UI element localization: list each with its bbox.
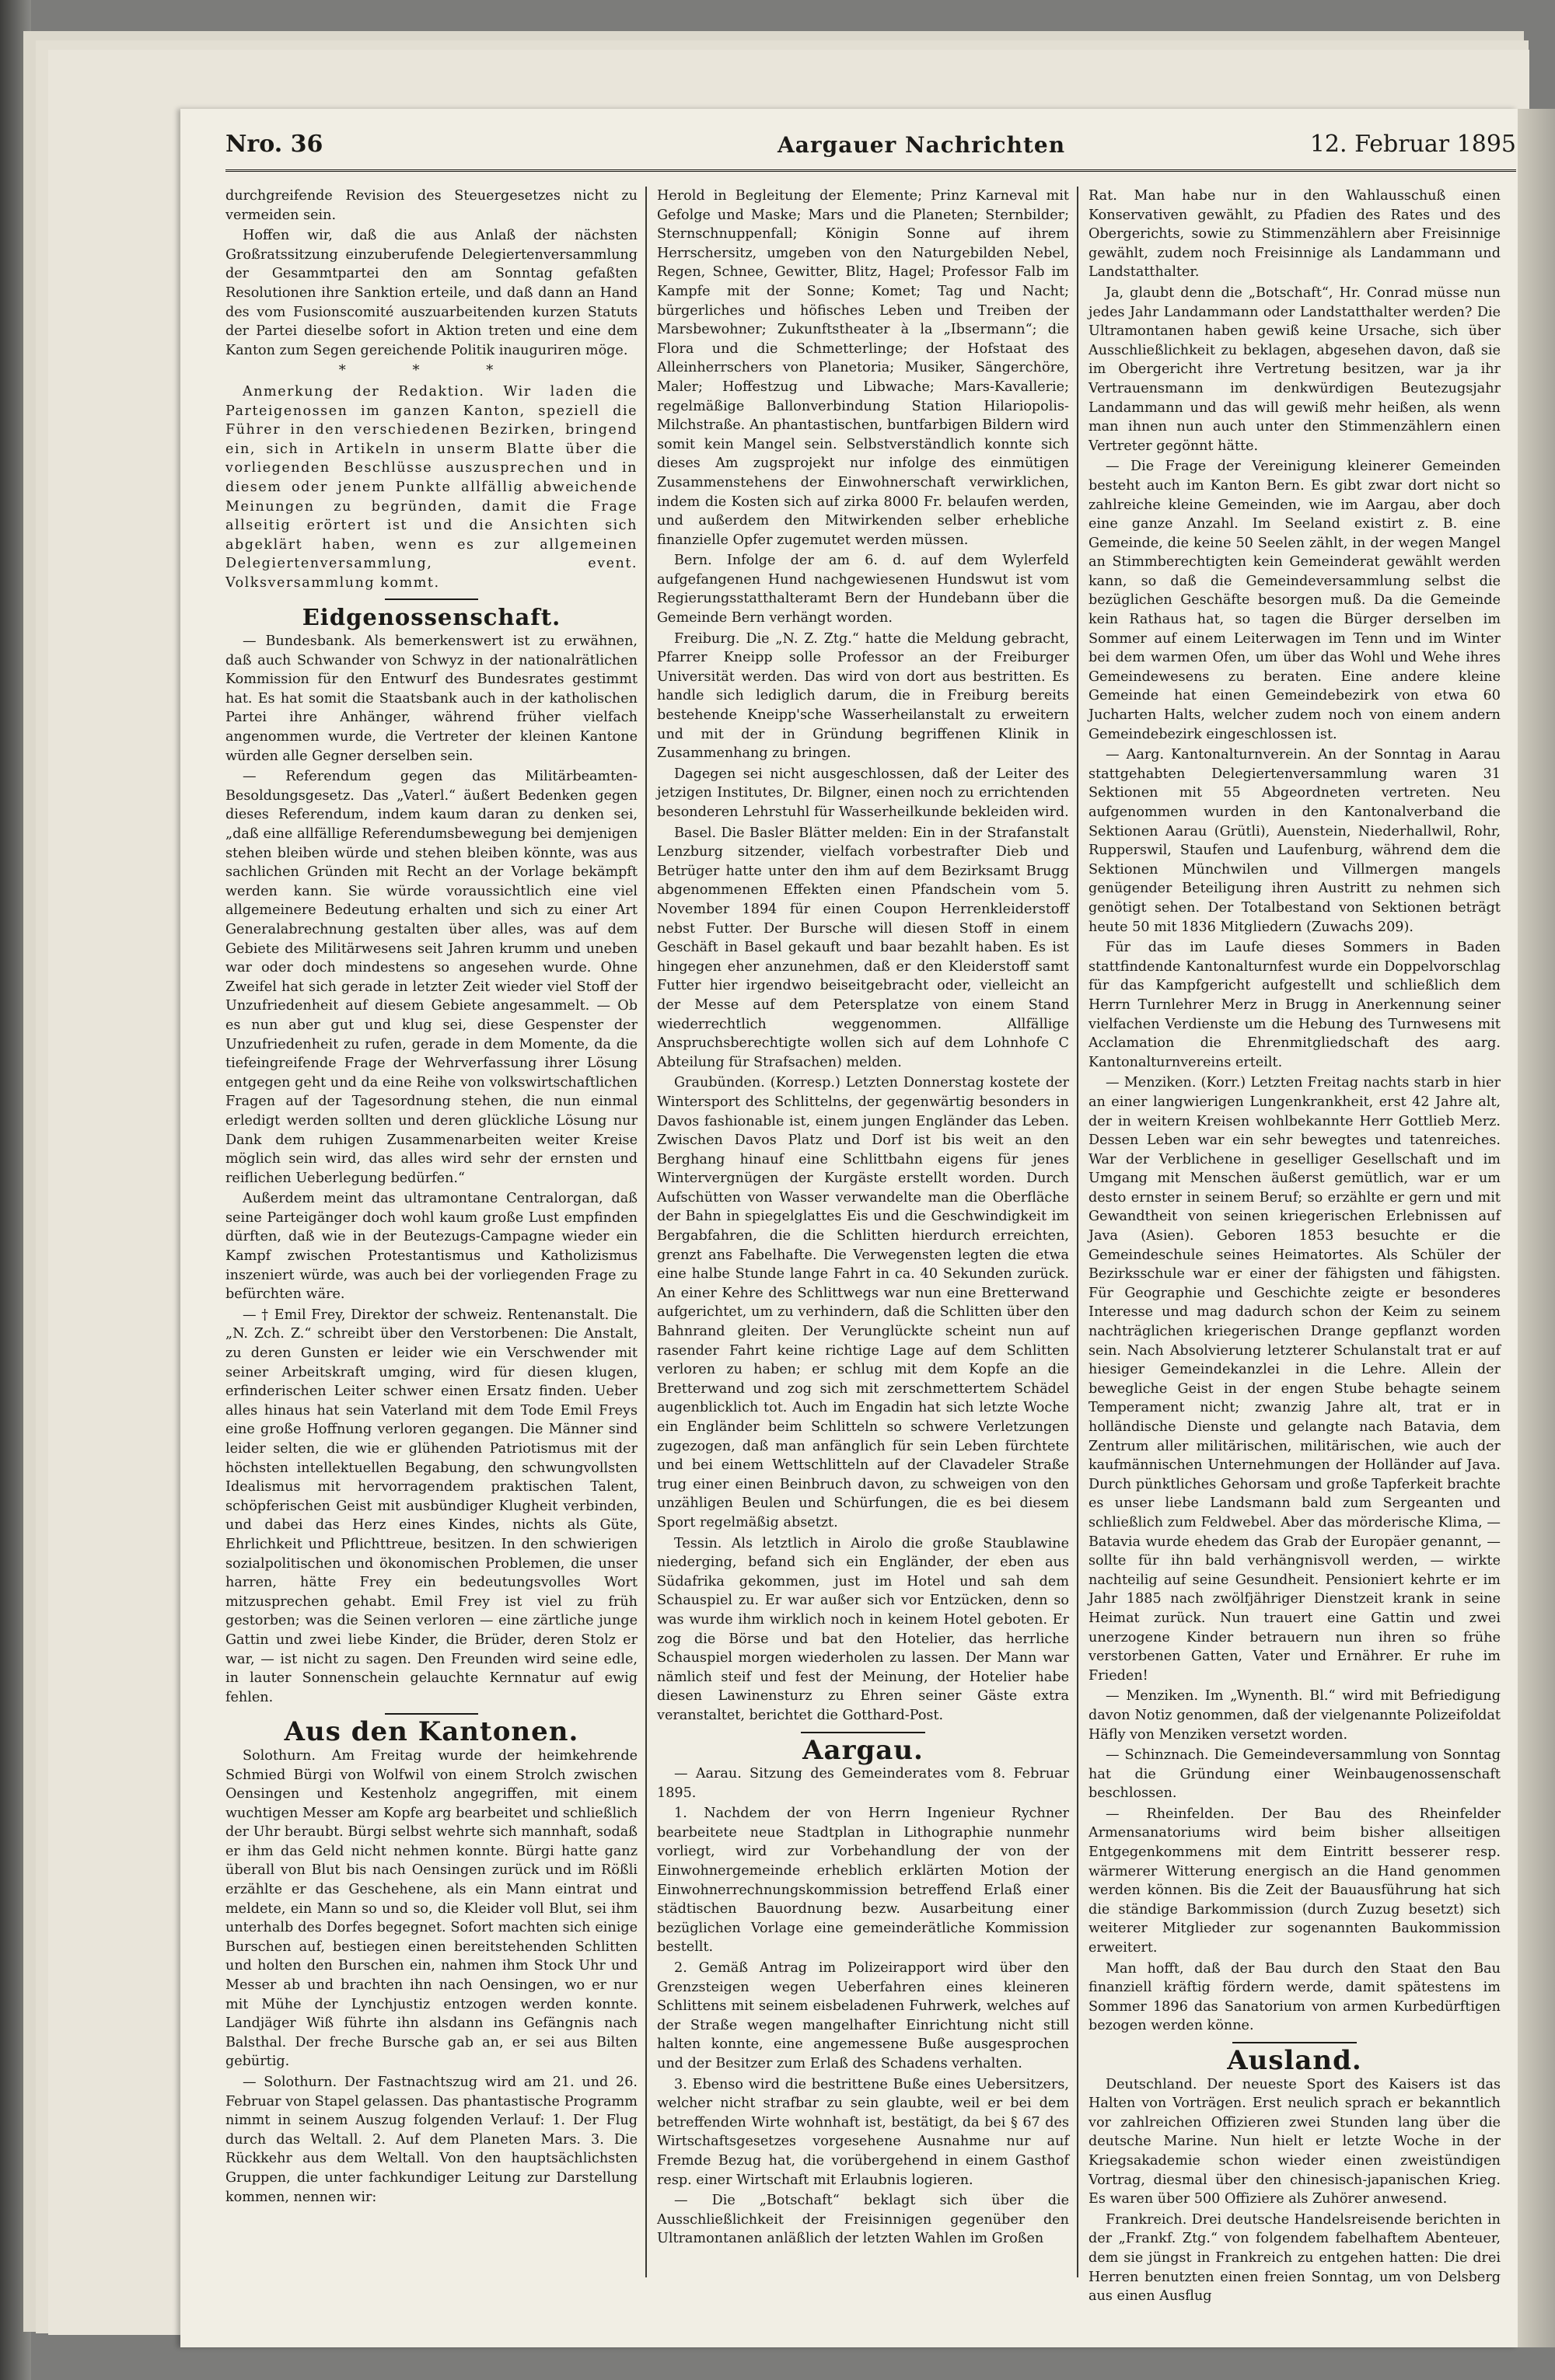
article-paragraph: Dagegen sei nicht ausgeschlossen, daß der Leiter des jetzigen Institutes, Dr. Bilgner, einen noch zu errichtenden besonderen Lehrstuhl für Wasserheilkunde bekleiden wird. — [657, 766, 1069, 820]
article-paragraph: — Rheinfelden. Der Bau des Rheinfelder Armensanatoriums wird beim bisher allseitigen Entgegenkommens mit dem Eintritt besserer resp. wärmerer Witterung energisch an die Hand genommen werden können. Bis die Zeit der Bauausführung hat sich die ständige Barkommission (durch Zuzug besetzt) sich weiterer Mitglieder zur sogenannten Baukommission erweitert. — [1088, 1806, 1501, 1956]
article-paragraph: — Aarg. Kantonalturnverein. An der Sonntag in Aarau stattgehabten Delegiertenversammlung waren 31 Sektionen mit 55 Abgeordneten vertreten. Neu aufgenommen wurden in den Kantonalverband die Sektionen Aarau (Grütli), Auenstein, Niederhallwil, Rohr, Rupperswil, Staufen und Laufenburg, während dem die Sektionen Münchwilen und Villmergen mangels genügender Beteiligung ihren Austritt zu nehmen sich genötigt sehen. Der Totalbestand von Sektionen beträgt heute 50 mit 1836 Mitgliedern (Zuwachs 209). — [1088, 747, 1501, 935]
column-2 — [657, 187, 1069, 2285]
issue-date: 12. Februar 1895 — [1309, 131, 1516, 158]
article-paragraph: — Die Frage der Vereinigung kleinerer Gemeinden besteht auch im Kanton Bern. Es gibt zwar dort nicht so zahlreiche kleine Gemeinden, wie im Aargau, aber doch eine ganze Anzahl. Im Seeland existirt z. B. eine Gemeinde, die keine 50 Seelen zählt, in der wegen Mangel an Stimmberechtigten kein Gemeinderat gewählt werden kann, so daß die Gemeindeversammlung selbst die bezüglichen Geschäfte besorgen muß. Da die Gemeinde kein Rathaus hat, so tagen die Bürger derselben im Sommer auf einem Leiterwagen im Tenn und im Winter bei dem warmen Ofen, um über das Wohl und Wehe ihres Gemeindewesens zu beraten. Eine andere kleine Gemeinde hat einen Gemeindebezirk von etwa 60 Jucharten Halts, welcher zudem noch von einem andern Gemeindebezirk eingeschlossen ist. — [1088, 459, 1501, 742]
article-paragraph: — Die „Botschaft“ beklagt sich über die Ausschließlichkeit der Freisinnigen gegenüber den Ultramontanen anläßlich der letzten Wahlen im Großen — [657, 2193, 1069, 2247]
page-header — [225, 131, 1516, 172]
article-paragraph: — † Emil Frey, Direktor der schweiz. Rentenanstalt. Die „N. Zch. Z.“ schreibt über den Verstorbenen: Die Anstalt, zu deren Gunsten er leider wie ein Verschwender mit seiner Arbeitskraft umging, wird für diesen klugen, erfinderischen Leiter schwer einen Ersatz finden. Ueber alles hinaus hat sein Vaterland mit dem Tode Emil Freys eine große Hoffnung verloren gegangen. Die Männer sind leider selten, die wie er glühenden Patriotismus mit der höchsten intellektuellen Begabung, den schwungvollsten Idealismus mit hervorragendem praktischen Talent, schöpferischen Geist mit ausbündiger Klugheit verbinden, und dabei das Herz eines Kindes, nichts als Güte, Ehrlichkeit und Pflichttreue, besitzen. In den schwierigen sozialpolitischen und ökonomischen Problemen, die unser harren, hätte Frey ein bedeutungsvolles Wort mitzusprechen gehabt. Emil Frey ist viel zu früh gestorben; was die Seinen verloren — eine zärtliche junge Gattin und zwei liebe Kinder, die Brüder, deren Stolz er war, — ist nicht zu sagen. Den Freunden wird seine edle, in lauter Sonnenschein gelauchte Kernnatur auf ewig fehlen. — [225, 1307, 638, 1705]
section-separator: * * * — [338, 362, 525, 379]
column-rule-2 — [1077, 187, 1078, 2277]
section-heading-eidgenossenschaft: Eidgenossenschaft. — [302, 604, 561, 631]
section-heading-ausland: Ausland. — [1227, 2045, 1362, 2076]
article-paragraph: Man hofft, daß der Bau durch den Staat den Bau finanziell kräftig fördern werde, damit spätestens im Sommer 1896 das Sanatorium von armen Kurbedürftigen bezogen werden könne. — [1088, 1960, 1501, 2034]
article-paragraph: Ja, glaubt denn die „Botschaft“, Hr. Conrad müsse nun jedes Jahr Landammann oder Landstatthalter werden? Die Ultramontanen haben gewiß keine Ursache, sich über Ausschließlichkeit zu beklagen, abgesehen davon, daß sie im Obergericht ihre Vertretung besitzen, war ja ihr Vertrauensmann im denkwürdigen Beutezugsjahr Landammann und das will gewiß mehr heißen, als wenn man ihnen nun auch unter den Stimmenzählern einen Vertreter gegönnt hätte. — [1088, 284, 1501, 454]
article-paragraph: 2. Gemäß Antrag im Polizeirapport wird über den Grenzsteigen wegen Ueberfahren eines kleineren Schlittens mit seinem eisbeladenen Fuhrwerk, welches auf der Straße wegen mangelhafter Einrichtung nicht still halten konnte, eine angemessene Buße ausgesprochen und der Besitzer zum Erlaß des Schadens verhalten. — [657, 1960, 1069, 2071]
divider — [385, 598, 478, 600]
editorial-note: Anmerkung der Redaktion. Wir laden die Parteigenossen im ganzen Kanton, speziell die Führer in den verschiedenen Bezirken, bringend ein, sich in Artikeln in unserm Blatte über die vorliegenden Beschlüsse auszusprechen und in diesem oder jenem Punkte allfällig abweichende Meinungen zu begründen, damit die Frage allseitig erörtert ist und die Ansichten sich abgeklärt haben, wenn es zur allgemeinen Delegiertenversammlung, event. Volksversammlung kommt. — [225, 383, 638, 591]
article-paragraph: Bern. Infolge der am 6. d. auf dem Wylerfeld aufgefangenen Hund nachgewiesenen Hundswut ist vom Regierungsstatthalteramt Bern der Hundebann über die Gemeinde Bern verhängt worden. — [657, 553, 1069, 626]
article-paragraph: Basel. Die Basler Blätter melden: Ein in der Strafanstalt Lenzburg sitzender, vielfach vorbestrafter Dieb und Betrüger hatte unter den ihm auf dem Bezirksamt Brugg abgenommenen Effekten einen Pfandschein vom 5. November 1894 für einen Coupon Herrenkleiderstoff nebst Futter. Der Bursche will diesen Stoff in einem Geschäft in Basel gekauft und baar bezahlt haben. Es ist hingegen eher anzunehmen, daß er den Kleiderstoff samt Futter hier irgendwo beiseitgebracht oder, vielleicht an der Messe auf dem Petersplatze von einem Stand wiederrechtlich weggenommen. Allfällige Anspruchsberechtigte wollen sich auf dem Lohnhofe C Abteilung für Strafsachen) melden. — [657, 825, 1069, 1070]
column-rule-1 — [645, 187, 647, 2277]
article-paragraph: Außerdem meint das ultramontane Centralorgan, daß seine Parteigänger doch wohl kaum große Lust empfinden dürften, daß wie in der Beutezugs-Campagne wieder ein Kampf zwischen Protestantismus und Katholizismus inszeniert würde, was auch bei der vorliegenden Frage zu befürchten wäre. — [225, 1191, 638, 1303]
article-paragraph: — Schinznach. Die Gemeindeversammlung von Sonntag hat die Gründung einer Weinbaugenossenschaft beschlossen. — [1088, 1747, 1501, 1802]
section-heading-kantonen: Aus den Kantonen. — [284, 1716, 579, 1748]
column-1 — [225, 187, 638, 2285]
page-fore-edge — [1518, 109, 1555, 2347]
divider — [801, 1732, 925, 1733]
article-paragraph: — Bundesbank. Als bemerkenswert ist zu erwähnen, daß auch Schwander von Schwyz in der nationalrätlichen Kommission für den Entwurf des Bundesrates gestimmt hat. Es hat somit die Staatsbank auch in der katholischen Partei ihre Anhänger, während früher vielfach angenommen wurde, die Vertreter der kleinen Kantone würden alle Gegner derselben sein. — [225, 633, 638, 764]
article-paragraph: Rat. Man habe nur in den Wahlausschuß einen Konservativen gewählt, zu Pfadien des Rates und des Obergerichts, sowie zu Stimmenzählern aber Freisinnige gewählt, zudem noch Freisinnige als Landammann und Landstatthalter. — [1088, 188, 1501, 281]
section-heading-aargau: Aargau. — [802, 1734, 924, 1766]
article-paragraph: 1. Nachdem der von Herrn Ingenieur Rychner bearbeitete neue Stadtplan in Lithographie nunmehr vorliegt, wird zur Vorbehandlung der von der Einwohnergemeinde erheblich erklärten Motion der Einwohnerrechnungskommission betreffend Erlaß einer städtischen Bauordnung bezw. Ausarbeitung einer bezüglichen Vorlage eine gemeinderätliche Kommission bestellt. — [657, 1806, 1069, 1956]
column-3 — [1088, 187, 1501, 2305]
article-paragraph: Frankreich. Drei deutsche Handelsreisende berichten in der „Frankf. Ztg.“ von folgendem fabelhaftem Abenteuer, dem sie jüngst in Frankreich zu entgehen hatten: Die drei Herren benutzten einen freien Sonntag, um von Delsberg aus einen Ausflug — [1088, 2211, 1501, 2305]
article-paragraph: — Menziken. Im „Wynenth. Bl.“ wird mit Befriedigung davon Notiz genommen, daß der vielgenannte Polizeifoldat Häfly von Menziken versetzt worden. — [1088, 1688, 1501, 1743]
issue-number: Nro. 36 — [225, 131, 323, 158]
article-paragraph: Tessin. Als letztlich in Airolo die große Staublawine niederging, befand sich ein Engländer, der eben aus Südafrika gekommen, just im Hotel und sah dem Schauspiel zu. Er war außer sich vor Entzücken, denn so was wurde ihm wirklich noch in keinem Hotel geboten. Er zog die Börse und bat den Hotelier, das herrliche Schauspiel morgen wiederholen zu lassen. Der Mann war nämlich steif und fest der Meinung, der Hotelier habe diesen Lawinensturz zu Ehren seiner Gäste extra veranstaltet, berichtet die Gotthard-Post. — [657, 1535, 1069, 1723]
article-paragraph: 3. Ebenso wird die bestrittene Buße eines Uebersitzers, welcher nicht strafbar zu sein glaubte, weil er bei dem betreffenden Wirte wohnhaft ist, bestätigt, da bei § 67 des Wirtschaftsgesetzes vorgesehene Ausnahme nur auf Fremde Bezug hat, die vorübergehend in einem Gasthof resp. einer Wirtschaft mit Erlaubnis logieren. — [657, 2076, 1069, 2188]
article-paragraph: Herold in Begleitung der Elemente; Prinz Karneval mit Gefolge und Maske; Mars und die Planeten; Sternbilder; Sternschnuppenfall; Königin Sonne auf ihrem Herrschersitz, umgeben von den Naturgebilden Nebel, Regen, Schnee, Gewitter, Blitz, Hagel; Professor Falb im Kampfe mit der Sonne; Komet; Tag und Nacht; bürgerliches und höfisches Leben und Treiben der Marsbewohner; Zukunftstheater à la „Ibsermann“; die Flora und die Schmetterlinge; der Hofstaat des Alleinherrschers von Planetoria; Musiker, Sängerchöre, Maler; Hoffestzug und Libwache; Mars-Kavallerie; regelmäßige Ballonverbindung Station Hilariopolis-Milchstraße. An phantastischen, buntfarbigen Bildern wird somit kein Mangel sein. Selbstverständlich konnte sich dieses Am zugsprojekt nur infolge des einmütigen Zusammenstehens der Einwohnerschaft verwirklichen, indem die Kosten sich auf zirka 8000 Fr. belaufen werden, und außerdem den Mitwirkenden selber erhebliche finanzielle Opfer zugemutet werden müssen. — [657, 188, 1069, 548]
article-paragraph: Hoffen wir, daß die aus Anlaß der nächsten Großratssitzung einzuberufende Delegiertenversammlung der Gesammtpartei den am Sonntag gefaßten Resolutionen ihre Sanktion erteile, und daß dann an Hand des vom Fusionscomité auszuarbeitenden kurzen Statuts der Partei dieselbe sofort in Aktion treten und eine dem Kanton zum Segen gereichende Politik inauguriren möge. — [225, 228, 638, 358]
article-paragraph: Graubünden. (Korresp.) Letzten Donnerstag kostete der Wintersport des Schlittelns, der gegenwärtig besonders in Davos fashionable ist, einem jungen Engländer das Leben. Zwischen Davos Platz und Dorf ist bis weit an den Berghang hinauf eine Schlittbahn eigens für jenes Wintervergnügen der Kurgäste erstellt worden. Durch Aufschütten von Wasser verwandelte man die Oberfläche der Bahn in spiegelglattes Eis und die Geschwindigkeit im Bergabfahren, die die Schlitten hierdurch erreichten, grenzt ans Fabelhafte. Die Verwegensten legten die etwa eine halbe Stunde lange Fahrt in ca. 40 Sekunden zurück. An einer Kehre des Schlittwegs war nun eine Bretterwand aufgerichtet, um zu verhindern, daß die Schlitten über den Bahnrand gleiten. Der Verunglückte scheint nun auf rasender Fahrt keine richtige Lage auf dem Schlitten verloren zu haben; er schlug mit dem Kopfe an die Bretterwand und zog sich mit zerschmettertem Schädel augenblicklich tot. Auch im Engadin hat sich letzte Woche ein Engländer beim Schlitteln so schwere Verletzungen zugezogen, daß man anfänglich für sein Leben fürchtete und bei einem Wettschlitteln auf der Clavadeler Straße trug einer einen Beinbruch davon, zu schweigen von den unzähligen Beulen und Schürfungen, die es bei diesem Sport regelmäßig absetzt. — [657, 1075, 1069, 1530]
article-paragraph: — Menziken. (Korr.) Letzten Freitag nachts starb in hier an einer langwierigen Lungenkrankheit, erst 42 Jahre alt, der in weitern Kreisen wohlbekannte Herr Gottlieb Merz. Dessen Leben war ein sehr bewegtes und tatenreiches. War der Verblichene in geselliger Gesellschaft und im Umgang mit Menschen äußerst gemütlich, war er um desto ernster in seinem Beruf; so erzählte er gern und mit Gewandtheit von seinen kriegerischen Erlebnissen auf Java (Asien). Geboren 1853 besuchte er die Gemeindeschule seines Heimatortes. Als Schüler der Bezirksschule war er einer der fähigsten und fähigsten. Für Geographie und Geschichte zeigte er besonderes Interesse und mag dadurch schon der Keim zu seinem nachträglichen kriegerischen Drange gepflanzt worden sein. Nach Absolvierung letzterer Schulanstalt trat er auf hiesiger Gemeindekanzlei in die Lehre. Allein der bewegliche Geist in der engen Stube behagte seinem Temperament nicht; zwanzig Jahre alt, trat er in holländische Dienste und gelangte nach Batavia, dem Zentrum aller militärischen, militärischen, wie auch der kaufmännischen Unternehmungen der Holländer auf Java. Durch pünktliches Gehorsam und große Tapferkeit brachte es unser liebe Landsmann bald zum Sergeanten und schließlich zum Feldwebel. Aber das mörderische Klima, — Batavia wurde ehedem das Grab der Europäer genannt, — sollte für ihn bald verhängnisvoll werden, — wirkte nachteilig auf seine Gesundheit. Pensioniert kehrte er im Jahr 1885 nach zwölfjähriger Dienstzeit krank in seine Heimat zurück. Nun trauert eine Gattin und zwei unerzogene Kinder betrauern nun ihren so frühe verstorbenen Gatten, Vater und Ernährer. Er ruhe im Frieden! — [1088, 1075, 1501, 1684]
article-paragraph: Deutschland. Der neueste Sport des Kaisers ist das Halten von Vorträgen. Erst neulich sprach er bekanntlich vor zahlreichen Offizieren zwei Stunden lang über die deutsche Marine. Nun hielt er letzte Woche in der Kriegsakademie schon wieder einen zweistündigen Vortrag, diesmal über den chinesisch-japanischen Krieg. Es waren über 500 Offiziere als Zuhörer anwesend. — [1088, 2076, 1501, 2207]
article-paragraph: — Referendum gegen das Militärbeamten-Besoldungsgesetz. Das „Vaterl.“ äußert Bedenken gegen dieses Referendum, indem kaum daran zu denken sei, „daß eine allfällige Referendumsbewegung bei demjenigen stehen bleiben würde und stehen bleiben könnte, was aus sachlichen Gründen mit Recht an der Vorlage bekämpft werden kann. Sie würde voraussichtlich eine viel allgemeinere Bedeutung erhalten und sich zu einer Art Generalabrechnung gestalten über alles, was auf dem Gebiete des Militärwesens seit Jahren krumm und uneben war oder doch mindestens so angesehen wurde. Ohne Zweifel hat sich gerade in letzter Zeit wieder viel Stoff der Unzufriedenheit auf diesem Gebiete angesammelt. — Ob es nun aber gut und klug sei, diese Gespenster der Unzufriedenheit zu rufen, gerade in dem Momente, da die tiefeingreifende Frage der Wehrverfassung ihrer Lösung entgegen geht und da eine Reihe von volkswirtschaftlichen Fragen auf der Tagesordnung stehen, die nun einmal erledigt werden sollten und deren glückliche Lösung nur Dank dem ruhigen Zusammenarbeiten weiter Kreise möglich sein wird, das alles wird sehr der ernsten und reiflichen Ueberlegung bedürfen.“ — [225, 769, 638, 1186]
article-paragraph: Solothurn. Am Freitag wurde der heimkehrende Schmied Bürgi von Wolfwil von einem Strolch zwischen Oensingen und Kestenholz angegriffen, mit einem wuchtigen Messer am Kopfe arg bearbeitet und schließlich der Uhr beraubt. Bürgi selbst wehrte sich mannhaft, sodaß er ihm das Geld nicht nehmen konnte. Bürgi hatte ganz überall von Blut bis nach Oensingen zurück und im Rößli erzählte er das Geschehene, als ein Mann eintrat und meldete, ein Mann so und so, die Kleider voll Blut, sei ihm unterhalb des Dorfes begegnet. Sofort machten sich einige Burschen auf, bestiegen einen bereitstehenden Schlitten und holten den Burschen ein, nahmen ihm Stock Uhr und Messer ab und brachten ihn nach Oensingen, wo er nur mit Mühe der Lynchjustiz entzogen werden konnte. Landjäger Wiß führte ihn alsdann ins Gefängnis nach Balsthal. Der freche Bursche gab an, er sei aus Bilten gebürtig. — [225, 1747, 638, 2070]
article-paragraph: durchgreifende Revision des Steuergesetzes nicht zu vermeiden sein. — [225, 188, 638, 223]
article-paragraph: Für das im Laufe dieses Sommers in Baden stattfindende Kantonalturnfest wurde ein Doppelvorschlag für das Kampfgericht aufgestellt und schließlich dem Herrn Turnlehrer Merz in Brugg in Anerkennung seiner vielfachen Verdienste um die Hebung des Turnwesens mit Acclamation die Ehrenmitgliedschaft des aarg. Kantonalturnvereins erteilt. — [1088, 940, 1501, 1070]
article-paragraph: — Solothurn. Der Fastnachtszug wird am 21. und 26. Februar von Stapel gelassen. Das phantastische Programm nimmt in seinem Auszug folgenden Verlauf: 1. Der Flug durch das Weltall. 2. Auf dem Planeten Mars. 3. Die Rückkehr aus dem Weltall. Von den hauptsächlichsten Gruppen, die unter fachkundiger Leitung zur Darstellung kommen, nennen wir: — [225, 2075, 638, 2205]
article-paragraph: — Aarau. Sitzung des Gemeinderates vom 8. Februar 1895. — [657, 1766, 1069, 1801]
newspaper-title: Aargauer Nachrichten — [778, 132, 1066, 158]
article-paragraph: Freiburg. Die „N. Z. Ztg.“ hatte die Meldung gebracht, Pfarrer Kneipp solle Professor an der Freiburger Universität werden. Das wird von dort aus bestritten. Es handle sich lediglich darum, die in Freiburg bereits bestehende Kneipp'sche Wasserheilanstalt zu erweitern und mit der in Gründung begriffenen Klinik in Zusammenhang zu bringen. — [657, 630, 1069, 762]
divider — [1232, 2042, 1357, 2043]
divider — [385, 1713, 478, 1715]
